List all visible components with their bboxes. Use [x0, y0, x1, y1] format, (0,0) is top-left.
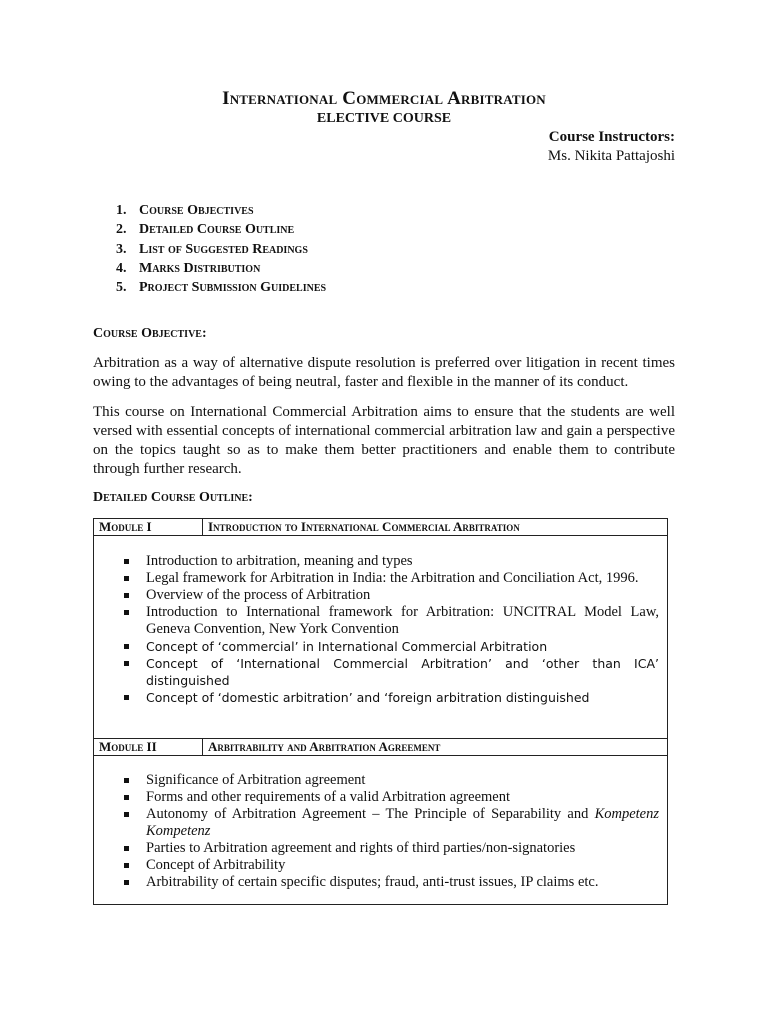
- list-item: Introduction to arbitration, meaning and types: [94, 553, 667, 570]
- module-topics-list: [94, 772, 667, 891]
- instructor-name: Ms. Nikita Pattajoshi: [547, 148, 675, 164]
- module-label: Module I: [99, 519, 152, 534]
- module-header-row: [94, 738, 667, 756]
- list-item: Parties to Arbitration agreement and rights of third parties/non-signatories: [94, 840, 667, 857]
- list-item: Concept of ‘domestic arbitration’ and ‘foreign arbitration distinguished: [94, 689, 667, 706]
- list-item: Overview of the process of Arbitration: [94, 587, 667, 604]
- course-outline-heading: Detailed Course Outline:: [93, 490, 253, 505]
- module-topics-list: [94, 553, 667, 706]
- toc-item: 5. Project Submission Guidelines: [116, 280, 327, 296]
- course-objective-heading: Course Objective:: [93, 326, 207, 341]
- list-item: Concept of Arbitrability: [94, 857, 667, 874]
- toc-item: 2. Detailed Course Outline: [116, 222, 295, 238]
- list-item: Legal framework for Arbitration in India: the Arbitration and Conciliation Act, 1996.: [94, 570, 667, 587]
- module-label: Module II: [99, 739, 157, 754]
- module-header-row: [94, 519, 667, 536]
- document-title: International Commercial Arbitration: [222, 88, 546, 109]
- list-item: Forms and other requirements of a valid Arbitration agreement: [94, 789, 667, 806]
- objective-paragraph-2: This course on International Commercial Arbitration aims to ensure that the students are well versed with essential concepts of international commercial arbitration law and gain a perspective on the topics taught so as to make them better practitioners and enable them to contribute through further research.: [93, 404, 675, 477]
- table-of-contents: [116, 201, 326, 297]
- list-item: Autonomy of Arbitration Agreement – The Principle of Separability and Kompetenz Kompetenz: [94, 806, 667, 840]
- module-title: Arbitrability and Arbitration Agreement: [208, 739, 441, 754]
- list-item: Concept of ‘International Commercial Arbitration’ and ‘other than ICA’ distinguished: [94, 655, 667, 689]
- course-outline-table: [93, 518, 668, 905]
- list-item: Introduction to International framework for Arbitration: UNCITRAL Model Law, Geneva Convention, New York Convention: [94, 604, 667, 638]
- toc-item: 3. List of Suggested Readings: [116, 241, 308, 257]
- instructors-label: Course Instructors:: [548, 129, 675, 145]
- module-title: Introduction to International Commercial Arbitration: [208, 519, 520, 534]
- toc-item: 4. Marks Distribution: [116, 260, 261, 276]
- list-item: Significance of Arbitration agreement: [94, 772, 667, 789]
- list-item: Concept of ‘commercial’ in International Commercial Arbitration: [94, 638, 667, 655]
- document-subtitle: ELECTIVE COURSE: [316, 111, 452, 126]
- list-item: Arbitrability of certain specific disputes; fraud, anti-trust issues, IP claims etc.: [94, 874, 667, 891]
- objective-paragraph-1: Arbitration as a way of alternative dispute resolution is preferred over litigation in recent times owing to the advantages of being neutral, faster and flexible in the manner of its conduct.: [93, 355, 675, 390]
- toc-item: 1. Course Objectives: [116, 203, 254, 218]
